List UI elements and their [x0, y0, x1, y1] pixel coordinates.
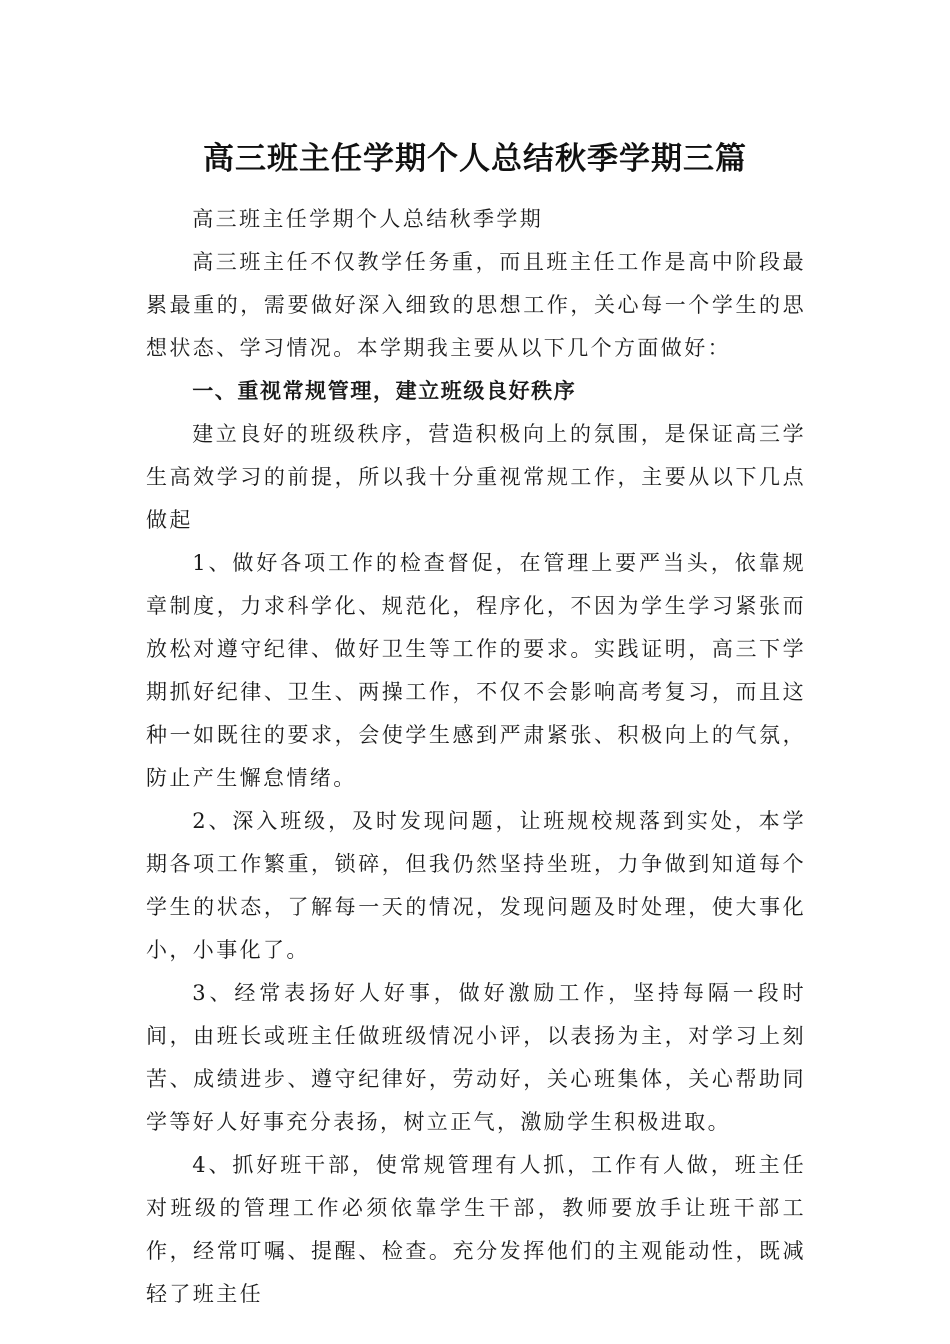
item-paragraph-2: 2、深入班级，及时发现问题，让班规校规落到实处，本学期各项工作繁重，锁碎，但我仍然坚持坐班，力争做到知道每个学生的状态，了解每一天的情况，发现问题及时处理，使大事化小，小事化了。 — [146, 809, 806, 962]
item-paragraph-3: 3、经常表扬好人好事，做好激励工作，坚持每隔一段时间，由班长或班主任做班级情况小评，以表扬为主，对学习上刻苦、成绩进步、遵守纪律好，劳动好，关心班集体，关心帮助同学等好人好事充分表扬，树立正气，激励学生积极进取。 — [146, 981, 806, 1134]
item-paragraph-1: 1、做好各项工作的检查督促，在管理上要严当头，依靠规章制度，力求科学化、规范化，程序化，不因为学生学习紧张而放松对遵守纪律、做好卫生等工作的要求。实践证明，高三下学期抓好纪律、卫生、两操工作，不仅不会影响高考复习，而且这种一如既往的要求，会使学生感到严肃紧张、积极向上的气氛，防止产生懈怠情绪。 — [146, 551, 806, 790]
section-heading: 一、重视常规管理，建立班级良好秩序 — [192, 379, 577, 403]
section-intro-paragraph: 建立良好的班级秩序，营造积极向上的氛围，是保证高三学生高效学习的前提，所以我十分重视常规工作，主要从以下几点做起 — [146, 422, 806, 532]
intro-paragraph: 高三班主任不仅教学任务重，而且班主任工作是高中阶段最累最重的，需要做好深入细致的思想工作，关心每一个学生的思想状态、学习情况。本学期我主要从以下几个方面做好： — [146, 250, 806, 360]
document-title: 高三班主任学期个人总结秋季学期三篇 — [203, 141, 747, 177]
subtitle-paragraph: 高三班主任学期个人总结秋季学期 — [192, 207, 544, 231]
document-body — [146, 198, 806, 1316]
item-paragraph-4: 4、抓好班干部，使常规管理有人抓，工作有人做，班主任对班级的管理工作必须依靠学生干部，教师要放手让班干部工作，经常叮嘱、提醒、检查。充分发挥他们的主观能动性，既减轻了班主任 — [146, 1153, 806, 1306]
